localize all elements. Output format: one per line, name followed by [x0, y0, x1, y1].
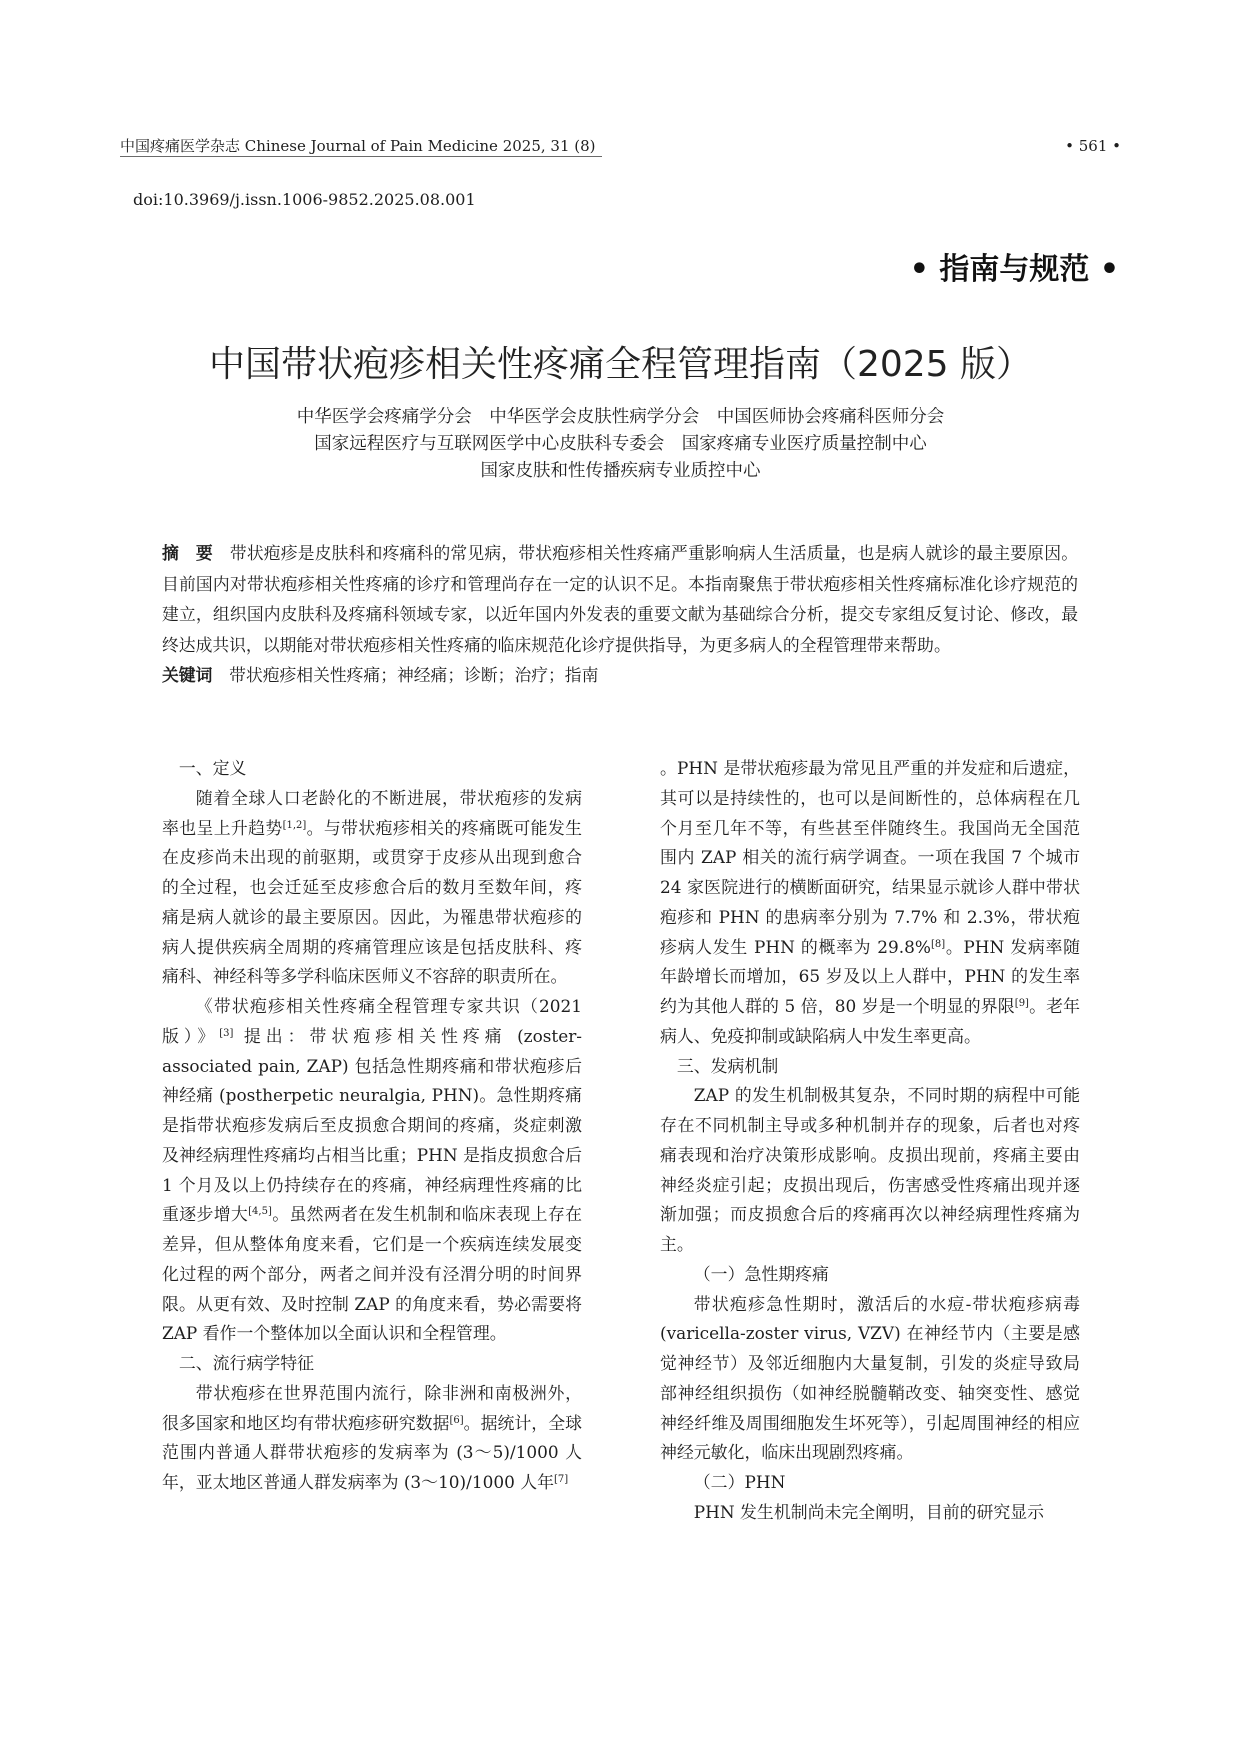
- citation[interactable]: [6]: [449, 1414, 464, 1426]
- subsection-heading-acute-pain: （一）急性期疼痛: [693, 1263, 829, 1284]
- section-tag: • 指南与规范 •: [909, 252, 1119, 287]
- doi-line: doi:10.3969/j.issn.1006-9852.2025.08.001: [133, 190, 476, 209]
- keywords-label: 关键词: [162, 665, 213, 685]
- body-column-right: [660, 754, 1080, 1528]
- journal-header: [120, 136, 1121, 158]
- abstract-label: 摘 要: [162, 543, 213, 563]
- section-heading-epidemiology: 二、流行病学特征: [178, 1353, 315, 1373]
- author-line: 国家皮肤和性传播疾病专业质控中心: [480, 461, 761, 481]
- citation[interactable]: [9]: [1014, 998, 1029, 1009]
- subsection-heading-phn: （二）PHN: [693, 1472, 786, 1492]
- keywords-text: 带状疱疹相关性疼痛；神经痛；诊断；治疗；指南: [229, 665, 599, 685]
- body-paragraph: 《带状疱疹相关性疼痛全程管理专家共识（2021 版）》[3] 提出：带状疱疹相关性疼痛 (zoster-associated pain, ZAP) 包括急性期疼痛和带状疱疹后神经痛 (postherpetic neuralgia, PHN)。急性期疼痛是指带状疱疹发病后至皮损愈合期间的疼痛，炎症刺激及神经病理性疼痛均占相当比重；PHN 是指皮损愈合后 1 个月及以上仍持续存在的疼痛，神经病理性疼痛的比重逐步增大[4,5]。虽然两者在发生机制和临床表现上存在差异，但从整体角度来看，它们是一个疾病连续发展变化过程的两个部分，两者之间并没有泾渭分明的时间界限。从更有效、及时控制 ZAP 的角度来看，势必需要将 ZAP 看作一个整体加以全面认识和全程管理。: [162, 996, 583, 1344]
- citation[interactable]: [4,5]: [248, 1206, 272, 1218]
- body-paragraph: 随着全球人口老龄化的不断进展，带状疱疹的发病率也呈上升趋势[1,2]。与带状疱疹相关的疼痛既可能发生在皮疹尚未出现的前驱期，或贯穿于皮疹从出现到愈合的全过程，也会迁延至皮疹愈合后的数月至数年间，疼痛是病人就诊的最主要原因。因此，为罹患带状疱疹的病人提供疾病全周期的疼痛管理应该是包括皮肤科、疼痛科、神经科等多学科临床医师义不容辞的职责所在。: [162, 787, 583, 987]
- citation[interactable]: [7]: [553, 1474, 569, 1485]
- citation[interactable]: [3]: [219, 1027, 234, 1039]
- author-line: 中华医学会疼痛学分会 中华医学会皮肤性病学分会 中国医师协会疼痛科医师分会: [296, 407, 945, 427]
- journal-running-title: 中国疼痛医学杂志 Chinese Journal of Pain Medicine 2025, 31 (8): [120, 136, 602, 157]
- body-column-left: [162, 754, 582, 1498]
- abstract-text: 带状疱疹是皮肤科和疼痛科的常见病，带状疱疹相关性疼痛严重影响病人生活质量，也是病人就诊的最主要原因。目前国内对带状疱疹相关性疼痛的诊疗和管理尚存在一定的认识不足。本指南聚焦于带状疱疹相关性疼痛标准化诊疗规范的建立，组织国内皮肤科及疼痛科领域专家，以近年国内外发表的重要文献为基础综合分析，提交专家组反复讨论、修改，最终达成共识，以期能对带状疱疹相关性疼痛的临床规范化诊疗提供指导，为更多病人的全程管理带来帮助。: [162, 543, 1078, 655]
- citation[interactable]: [1,2]: [282, 819, 307, 831]
- section-heading-definition: 一、定义: [178, 758, 247, 778]
- abstract: [162, 538, 1078, 691]
- abstract-paragraph: [162, 538, 1078, 660]
- keywords-line: [162, 660, 1078, 691]
- article-title: 中国带状疱疹相关性疼痛全程管理指南（2025 版）: [208, 344, 1033, 385]
- body-paragraph: 。PHN 是带状疱疹最为常见且严重的并发症和后遗症，其可以是持续性的，也可以是间断性的，总体病程在几个月至几年不等，有些甚至伴随终生。我国尚无全国范围内 ZAP 相关的流行病学调查。一项在我国 7 个城市 24 家医院进行的横断面研究，结果显示就诊人群中带状疱疹和 PHN 的患病率分别为 7.7% 和 2.3%，带状疱疹病人发生 PHN 的概率为 29.8%[8]。PHN 发病率随年龄增长而增加，65 岁及以上人群中，PHN 的发生率约为其他人群的 5 倍，80 岁是一个明显的界限[9]。老年病人、免疫抑制或缺陷病人中发生率更高。: [660, 758, 1080, 1046]
- page-number: • 561 •: [1065, 137, 1121, 155]
- author-line: 国家远程医疗与互联网医学中心皮肤科专委会 国家疼痛专业医疗质量控制中心: [314, 434, 927, 454]
- citation[interactable]: [8]: [930, 938, 946, 950]
- body-paragraph: 带状疱疹急性期时，激活后的水痘-带状疱疹病毒 (varicella-zoster virus, VZV) 在神经节内（主要是感觉神经节）及邻近细胞内大量复制，引发的炎症导致局部神经组织损伤（如神经脱髓鞘改变、轴突变性、感觉神经纤维及周围细胞发生坏死等），引起周围神经的相应神经元敏化，临床出现剧烈疼痛。: [660, 1293, 1080, 1463]
- body-paragraph: 带状疱疹在世界范围内流行，除非洲和南极洲外，很多国家和地区均有带状疱疹研究数据[6]。据统计，全球范围内普通人群带状疱疹的发病率为 (3～5)/1000 人年，亚太地区普通人群发病率为 (3～10)/1000 人年[7]: [162, 1382, 583, 1492]
- author-affiliations: [0, 404, 1241, 485]
- body-paragraph: ZAP 的发生机制极其复杂，不同时期的病程中可能存在不同机制主导或多种机制并存的现象，后者也对疼痛表现和治疗决策形成影响。皮损出现前，疼痛主要由神经炎症引起；皮损出现后，伤害感受性疼痛出现并逐渐加强；而皮损愈合后的疼痛再次以神经病理性疼痛为主。: [660, 1085, 1080, 1254]
- section-heading-mechanism: 三、发病机制: [676, 1055, 779, 1076]
- body-paragraph: PHN 发生机制尚未完全阐明，目前的研究显示: [693, 1501, 1045, 1522]
